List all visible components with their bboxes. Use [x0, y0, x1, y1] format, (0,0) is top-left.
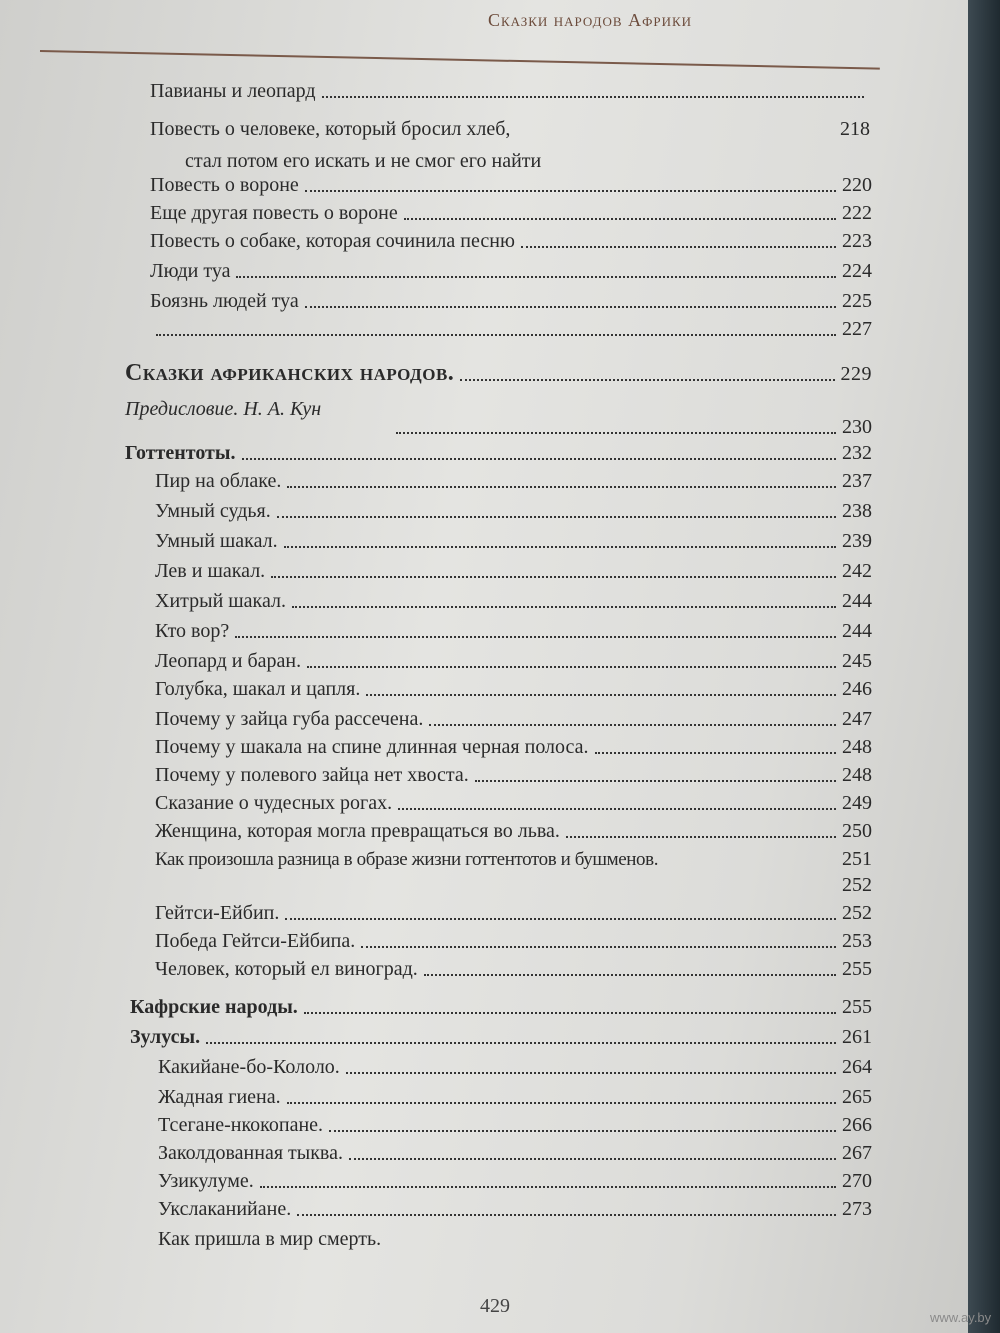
toc-entry-title: Повесть о собаке, которая сочинила песню — [150, 230, 515, 252]
toc-entry-title: Повесть о человеке, который бросил хлеб, — [150, 118, 511, 140]
toc-entry-title: Пир на облаке. — [155, 470, 282, 492]
leader-dots — [521, 245, 836, 248]
toc-entry-page: 265 — [842, 1086, 872, 1108]
toc-entry-title: Боязнь людей туа — [150, 290, 299, 312]
toc-entry-page: 246 — [842, 678, 872, 700]
toc-entry — [155, 706, 872, 732]
toc-group-title: Готтентоты. — [125, 442, 236, 464]
toc-entry-page: 237 — [842, 470, 872, 492]
toc-entry-page: 244 — [842, 620, 872, 642]
toc-entry-title: Как произошла разница в образе жизни готтентотов и бушменов. — [155, 849, 659, 870]
toc-entry — [155, 648, 872, 674]
toc-group — [125, 440, 872, 466]
toc-entry-page: 245 — [842, 650, 872, 672]
toc-entry — [390, 414, 872, 440]
toc-entry — [150, 116, 870, 142]
leader-dots — [305, 305, 836, 308]
leader-dots — [322, 95, 864, 98]
toc-entry — [155, 790, 872, 816]
leader-dots — [349, 1157, 836, 1160]
leader-dots — [329, 1129, 836, 1132]
leader-dots — [396, 431, 836, 434]
book-cover-edge — [968, 0, 1000, 1333]
toc-entry-title: Павианы и леопард — [150, 80, 316, 102]
leader-dots — [361, 945, 836, 948]
toc-entry-title: Какийане-бо-Кололо. — [158, 1056, 340, 1078]
leader-dots — [460, 378, 834, 381]
toc-entry-page: 252 — [842, 874, 872, 896]
leader-dots — [429, 723, 836, 726]
leader-dots — [206, 1041, 836, 1044]
toc-entry-title: Узикулуме. — [158, 1170, 254, 1192]
toc-entry-page: 267 — [842, 1142, 872, 1164]
leader-dots — [566, 835, 836, 838]
toc-entry-title: Как пришла в мир смерть. — [158, 1228, 382, 1250]
leader-dots — [236, 275, 836, 278]
leader-dots — [284, 545, 836, 548]
toc-entry-title: Умный судья. — [155, 500, 271, 522]
toc-entry-page: 232 — [842, 442, 872, 464]
toc-section — [125, 360, 872, 387]
leader-dots — [346, 1071, 836, 1074]
page-number: 429 — [480, 1295, 510, 1317]
leader-dots — [307, 665, 836, 668]
toc-entry-page: 249 — [842, 792, 872, 814]
toc-entry — [125, 396, 385, 422]
toc-entry-title: Предисловие. Н. А. Кун — [125, 398, 322, 420]
toc-entry-page: 223 — [842, 230, 872, 252]
toc-group-title: Кафрские народы. — [130, 996, 298, 1018]
toc-entry-page: 251 — [842, 848, 872, 870]
toc-entry-title: Тсегане-нкокопане. — [158, 1114, 324, 1136]
toc-entry — [155, 734, 872, 760]
toc-entry-title: Умный шакал. — [155, 530, 278, 552]
toc-entry-page: 222 — [842, 202, 872, 224]
toc-entry — [800, 872, 872, 898]
toc-entry — [158, 1226, 458, 1252]
leader-dots — [297, 1213, 836, 1216]
toc-entry — [158, 1084, 872, 1110]
toc-entry-title: Заколдованная тыква. — [158, 1142, 343, 1164]
leader-dots — [475, 779, 836, 782]
toc-entry-title: Голубка, шакал и цапля. — [155, 678, 361, 700]
toc-entry — [155, 588, 872, 614]
toc-entry — [158, 1168, 872, 1194]
toc-entry-title: Почему у полевого зайца нет хвоста. — [155, 764, 469, 786]
toc-entry-title: Сказание о чудесных рогах. — [155, 792, 393, 814]
toc-entry — [158, 1112, 872, 1138]
toc-entry-page: 230 — [842, 416, 872, 438]
running-header: Сказки народов Африки — [487, 10, 693, 30]
toc-entry — [158, 1196, 872, 1222]
toc-entry — [155, 558, 872, 584]
leader-dots — [398, 807, 836, 810]
toc-entry — [155, 528, 872, 554]
toc-entry — [155, 762, 872, 788]
toc-entry — [155, 846, 872, 873]
toc-entry-page: 239 — [842, 530, 872, 552]
toc-entry-page: 253 — [842, 930, 872, 952]
toc-entry-page: 220 — [842, 174, 872, 196]
toc-entry — [150, 288, 872, 314]
leader-dots — [156, 333, 836, 336]
toc-entry — [150, 258, 872, 284]
leader-dots — [242, 457, 837, 460]
leader-dots — [271, 575, 836, 578]
toc-entry-page: 261 — [842, 1026, 872, 1048]
toc-group-title: Зулусы. — [130, 1026, 201, 1048]
toc-entry-title: Почему у шакала на спине длинная черная полоса. — [155, 736, 589, 758]
leader-dots — [292, 605, 836, 608]
toc-entry — [155, 956, 872, 982]
toc-entry — [155, 928, 872, 954]
toc-entry — [155, 818, 872, 844]
toc-entry-title: Леопард и баран. — [155, 650, 302, 672]
toc-entry-title: Человек, который ел виноград. — [155, 958, 418, 980]
toc-entry-title: Почему у зайца губа рассечена. — [155, 708, 424, 730]
toc-entry — [150, 78, 870, 104]
toc-entry — [150, 172, 872, 198]
toc-entry-page: 248 — [842, 764, 872, 786]
leader-dots — [260, 1185, 836, 1188]
toc-entry-title: Кто вор? — [155, 620, 230, 642]
toc-entry-title: Люди туа — [150, 260, 231, 282]
toc-section-title: Сказки африканских народов. — [125, 360, 455, 386]
toc-entry — [158, 1140, 872, 1166]
toc-entry-page: 238 — [842, 500, 872, 522]
toc-entry-page: 264 — [842, 1056, 872, 1078]
toc-entry-title: Гейтси-Ейбип. — [155, 902, 280, 924]
toc-entry-page: 247 — [842, 708, 872, 730]
toc-group — [130, 1024, 872, 1050]
leader-dots — [287, 485, 836, 488]
toc-entry-title: Победа Гейтси-Ейбипа. — [155, 930, 356, 952]
toc-entry-title: стал потом его искать и не смог его найти — [185, 150, 542, 172]
toc-entry-page: 255 — [842, 996, 872, 1018]
toc-entry-page: 266 — [842, 1114, 872, 1136]
leader-dots — [285, 917, 836, 920]
toc-entry-title: Жадная гиена. — [158, 1086, 281, 1108]
toc-entry-page: 248 — [842, 736, 872, 758]
toc-entry — [155, 900, 872, 926]
leader-dots — [304, 1011, 836, 1014]
toc-entry-page: 250 — [842, 820, 872, 842]
toc-entry-page: 255 — [842, 958, 872, 980]
leader-dots — [305, 189, 836, 192]
toc-entry — [150, 200, 872, 226]
toc-entry-title: Еще другая повесть о вороне — [150, 202, 398, 224]
toc-entry-page: 218 — [840, 118, 870, 140]
toc-entry — [155, 676, 872, 702]
toc-entry-title: Хитрый шакал. — [155, 590, 286, 612]
toc-entry — [185, 148, 870, 174]
leader-dots — [366, 693, 836, 696]
toc-entry-page: 252 — [842, 902, 872, 924]
toc-entry-page: 225 — [842, 290, 872, 312]
toc-entry-page: 227 — [842, 318, 872, 340]
toc-entry-page: 229 — [840, 363, 872, 385]
toc-entry — [158, 1054, 872, 1080]
leader-dots — [424, 973, 836, 976]
toc-entry — [150, 228, 872, 254]
leader-dots — [595, 751, 836, 754]
toc-entry — [150, 316, 872, 342]
watermark: www.ay.by — [930, 1310, 992, 1325]
leader-dots — [277, 515, 836, 518]
toc-group — [130, 994, 872, 1020]
toc-entry — [155, 618, 872, 644]
toc-entry-page: 224 — [842, 260, 872, 282]
toc-entry — [155, 468, 872, 494]
toc-entry — [155, 498, 872, 524]
toc-entry-page: 270 — [842, 1170, 872, 1192]
toc-entry-title: Женщина, которая могла превращаться во льва. — [155, 820, 560, 842]
toc-entry-page: 273 — [842, 1198, 872, 1220]
leader-dots — [404, 217, 836, 220]
leader-dots — [287, 1101, 836, 1104]
toc-entry-title: Укслаканийане. — [158, 1198, 292, 1220]
toc-entry-title: Лев и шакал. — [155, 560, 266, 582]
toc-entry-page: 244 — [842, 590, 872, 612]
toc-entry-title: Повесть о вороне — [150, 174, 299, 196]
leader-dots — [235, 635, 836, 638]
toc-entry-page: 242 — [842, 560, 872, 582]
